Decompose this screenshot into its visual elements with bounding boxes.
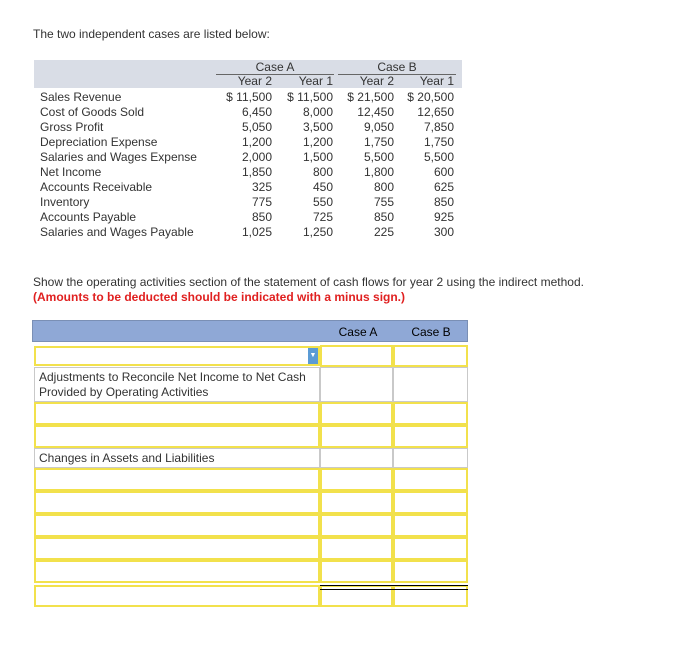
row-value: 1,750	[363, 135, 394, 149]
case-a-column-header: Case A	[338, 325, 378, 339]
row-value: 1,250	[302, 225, 333, 239]
row-label: Cost of Goods Sold	[40, 105, 145, 119]
case-b-header: Case B	[377, 60, 417, 74]
case-b-input[interactable]	[393, 402, 468, 425]
total-double-underline	[320, 585, 393, 590]
total-double-underline	[393, 585, 468, 590]
case-b-input[interactable]	[393, 537, 468, 560]
empty-cell	[393, 367, 468, 402]
line-item-input[interactable]	[34, 537, 320, 560]
row-value: 225	[373, 225, 394, 239]
row-value: 12,650	[417, 105, 454, 119]
row-value: 600	[433, 165, 454, 179]
row-value: 850	[433, 195, 454, 209]
year-header: Year 1	[419, 74, 454, 88]
row-value: $ 11,500	[287, 90, 333, 104]
row-value: 2,000	[241, 150, 272, 164]
instructions-text: Show the operating activities section of the statement of cash flows for year 2 using the indirect method.	[33, 275, 584, 289]
row-value: $ 11,500	[226, 90, 272, 104]
row-value: 5,500	[423, 150, 454, 164]
empty-cell	[320, 448, 393, 468]
case-a-input[interactable]	[320, 560, 393, 583]
line-item-input[interactable]	[34, 402, 320, 425]
data-table-row	[34, 90, 462, 105]
case-a-input[interactable]	[320, 514, 393, 537]
row-value: 3,500	[302, 120, 333, 134]
year-header-row	[34, 74, 462, 89]
row-value: 755	[373, 195, 394, 209]
row-label: Salaries and Wages Payable	[40, 225, 194, 239]
case-a-input[interactable]	[320, 402, 393, 425]
row-value: 550	[312, 195, 333, 209]
data-table-row	[34, 105, 462, 120]
row-label: Sales Revenue	[40, 90, 122, 104]
case-a-input[interactable]	[320, 468, 393, 491]
data-table-row	[34, 150, 462, 165]
data-table-row	[34, 195, 462, 210]
case-a-input[interactable]	[320, 491, 393, 514]
row-value: 8,000	[302, 105, 333, 119]
row-value: 1,850	[241, 165, 272, 179]
case-a-input[interactable]	[320, 537, 393, 560]
row-value: 9,050	[363, 120, 394, 134]
year-header: Year 2	[237, 74, 272, 88]
row-value: 1,800	[363, 165, 394, 179]
data-table-row	[34, 210, 462, 225]
line-item-input[interactable]	[34, 491, 320, 514]
case-b-input[interactable]	[393, 560, 468, 583]
row-label: Accounts Payable	[40, 210, 137, 224]
row-label: Salaries and Wages Expense	[40, 150, 197, 164]
row-value: 625	[433, 180, 454, 194]
row-value: 5,500	[363, 150, 394, 164]
row-label: Gross Profit	[40, 120, 104, 134]
case-b-input[interactable]	[393, 514, 468, 537]
chevron-down-icon[interactable]: ▼	[308, 348, 318, 364]
empty-cell	[393, 448, 468, 468]
data-table-row	[34, 225, 462, 240]
row-value: 300	[433, 225, 454, 239]
row-value: 850	[251, 210, 272, 224]
row-value: 725	[312, 210, 333, 224]
year-header: Year 1	[298, 74, 333, 88]
row-value: 1,500	[302, 150, 333, 164]
case-a-header: Case A	[255, 60, 295, 74]
case-b-input[interactable]	[393, 491, 468, 514]
row-value: 5,050	[241, 120, 272, 134]
changes-label: Changes in Assets and Liabilities	[34, 448, 320, 468]
line-item-input[interactable]	[34, 468, 320, 491]
case-b-input[interactable]	[393, 345, 468, 367]
case-b-column-header: Case B	[411, 325, 451, 339]
row-value: $ 21,500	[347, 90, 394, 104]
adjustments-label: Adjustments to Reconcile Net Income to Net Cash Provided by Operating Activities	[34, 367, 320, 402]
row-value: 1,200	[241, 135, 272, 149]
intro-text: The two independent cases are listed below:	[33, 27, 270, 41]
row-label: Net Income	[40, 165, 102, 179]
row-value: 1,200	[302, 135, 333, 149]
data-table-row	[34, 135, 462, 150]
case-b-input[interactable]	[393, 468, 468, 491]
minus-sign-warning: (Amounts to be deducted should be indicated with a minus sign.)	[33, 290, 406, 304]
row-value: 7,850	[423, 120, 454, 134]
answer-grid	[32, 320, 468, 608]
row-value: $ 20,500	[407, 90, 454, 104]
row-label: Inventory	[40, 195, 90, 209]
line-item-input[interactable]	[34, 425, 320, 448]
data-table-row	[34, 165, 462, 180]
row-value: 850	[373, 210, 394, 224]
case-b-input[interactable]	[393, 425, 468, 448]
row-value: 325	[251, 180, 272, 194]
row-value: 800	[373, 180, 394, 194]
row-label: Depreciation Expense	[40, 135, 158, 149]
row-value: 6,450	[241, 105, 272, 119]
row-value: 12,450	[357, 105, 394, 119]
row-value: 775	[251, 195, 272, 209]
row-value: 925	[433, 210, 454, 224]
data-table-row	[34, 120, 462, 135]
year-header: Year 2	[359, 74, 394, 88]
empty-cell	[320, 367, 393, 402]
row-value: 450	[312, 180, 333, 194]
line-item-input[interactable]	[34, 585, 320, 607]
row-value: 1,025	[241, 225, 272, 239]
answer-grid-header	[32, 320, 468, 342]
line-item-input[interactable]	[34, 514, 320, 537]
case-a-input[interactable]	[320, 345, 393, 367]
case-a-input[interactable]	[320, 425, 393, 448]
net-income-dropdown[interactable]	[34, 346, 320, 366]
row-value: 800	[312, 165, 333, 179]
data-table-row	[34, 180, 462, 195]
line-item-input[interactable]	[34, 560, 320, 583]
row-value: 1,750	[423, 135, 454, 149]
instructions	[33, 275, 673, 305]
row-label: Accounts Receivable	[40, 180, 153, 194]
